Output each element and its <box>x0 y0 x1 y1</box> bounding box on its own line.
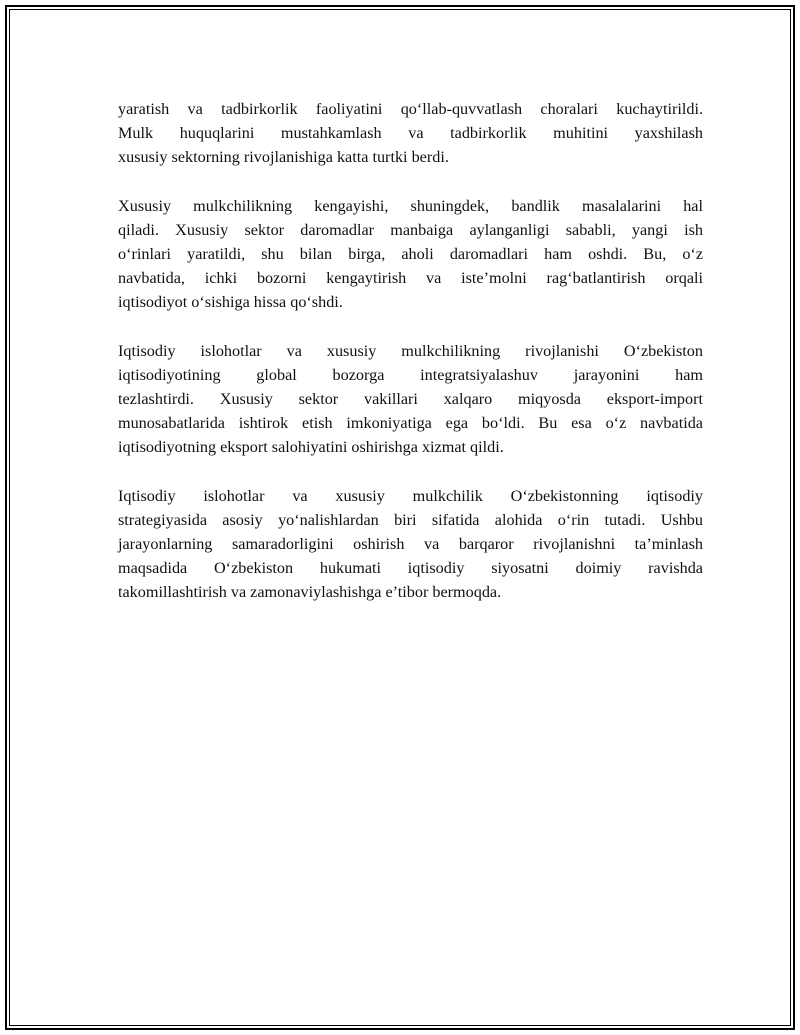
paragraph-line: iqtisodiyot o‘sishiga hissa qo‘shdi. <box>118 293 343 312</box>
paragraph-line: Mulk huquqlarini mustahkamlash va tadbirkorlik muhitini yaxshilash <box>118 124 703 143</box>
paragraph-line: yaratish va tadbirkorlik faoliyatini qo‘llab-quvvatlash choralari kuchaytirildi. <box>118 100 703 118</box>
paragraph-line: tezlashtirdi. Xususiy sektor vakillari xalqaro miqyosda eksport-import <box>118 390 703 409</box>
document-body <box>118 97 703 629</box>
paragraph-3 <box>118 339 703 460</box>
paragraph-line: munosabatlarida ishtirok etish imkoniyatiga ega bo‘ldi. Bu esa o‘z navbatida <box>118 414 703 433</box>
paragraph-line: iqtisodiyotning eksport salohiyatini oshirishga xizmat qildi. <box>118 438 504 457</box>
paragraph-line: Iqtisodiy islohotlar va xususiy mulkchilikning rivojlanishi O‘zbekiston <box>118 341 703 360</box>
page-frame <box>5 5 795 1030</box>
paragraph-line: jarayonlarning samaradorligini oshirish va barqaror rivojlanishni ta’minlash <box>118 535 703 554</box>
paragraph-line: qiladi. Xususiy sektor daromadlar manbaiga aylanganligi sababli, yangi ish <box>118 220 703 239</box>
paragraph-line: iqtisodiyotining global bozorga integratsiyalashuv jarayonini ham <box>118 365 703 384</box>
paragraph-4 <box>118 484 703 605</box>
paragraph-1 <box>118 97 703 170</box>
paragraph-line: strategiyasida asosiy yo‘nalishlardan biri sifatida alohida o‘rin tutadi. Ushbu <box>118 510 703 529</box>
paragraph-line: Iqtisodiy islohotlar va xususiy mulkchilik O‘zbekistonning iqtisodiy <box>118 486 703 505</box>
paragraph-line: Xususiy mulkchilikning kengayishi, shuningdek, bandlik masalalarini hal <box>118 196 703 215</box>
paragraph-line: maqsadida O‘zbekiston hukumati iqtisodiy siyosatni doimiy ravishda <box>118 559 703 578</box>
paragraph-line: xususiy sektorning rivojlanishiga katta turtki berdi. <box>118 148 449 167</box>
paragraph-line: navbatida, ichki bozorni kengaytirish va iste’molni rag‘batlantirish orqali <box>118 269 703 288</box>
paragraph-line: takomillashtirish va zamonaviylashishga e’tibor bermoqda. <box>118 583 502 602</box>
paragraph-2 <box>118 194 703 315</box>
paragraph-line: o‘rinlari yaratildi, shu bilan birga, aholi daromadlari ham oshdi. Bu, o‘z <box>118 245 703 264</box>
